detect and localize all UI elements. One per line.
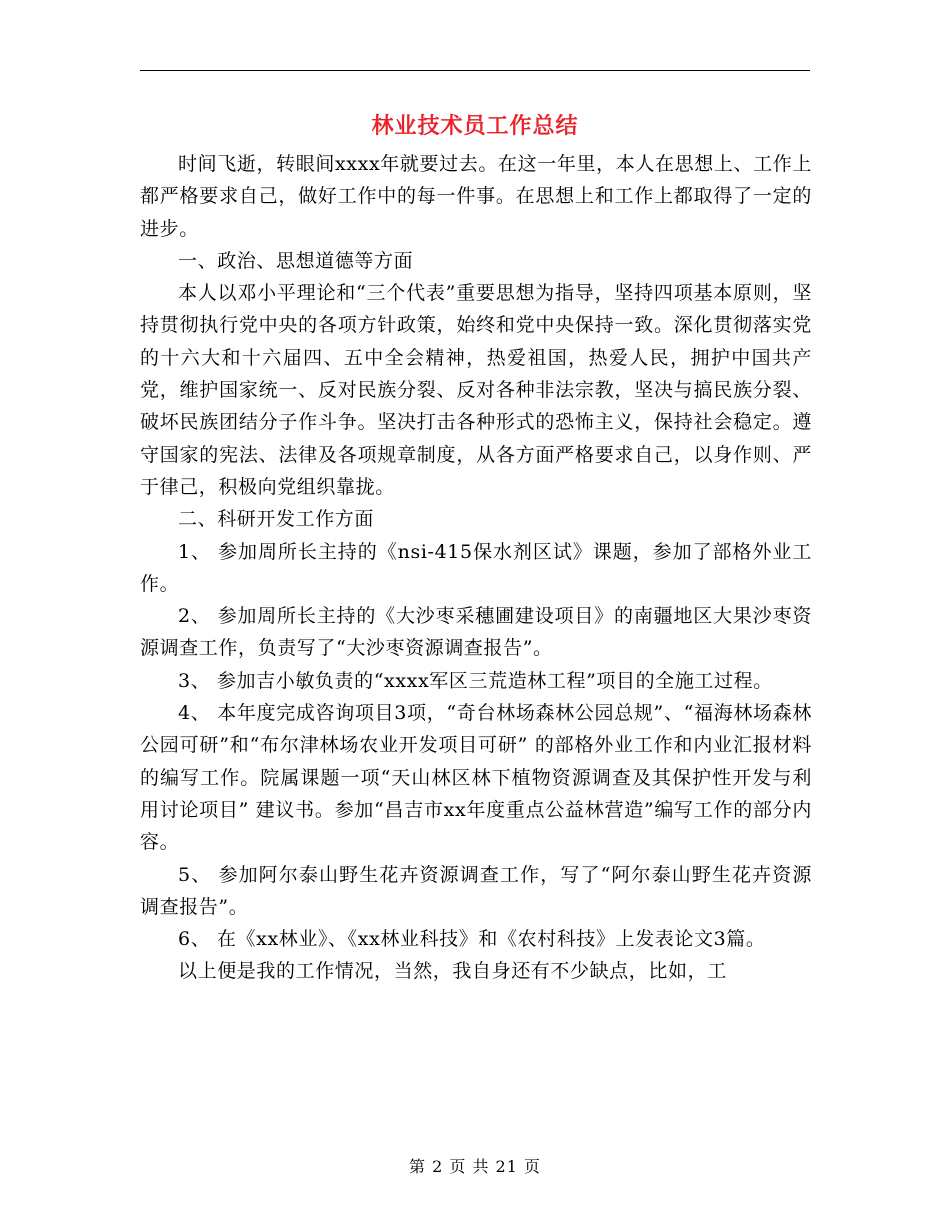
- page-number: 第 2 页 共 21 页: [409, 1157, 541, 1176]
- paragraph-intro: 时间飞逝，转眼间xxxx年就要过去。在这一年里，本人在思想上、工作上都严格要求自己，做好工作中的每一件事。在思想上和工作上都取得了一定的进步。: [140, 153, 812, 240]
- list-item-1: 1、 参加周所长主持的《nsi-415保水剂区试》课题，参加了部格外业工作。: [140, 540, 812, 595]
- section-heading-politics: 一、政治、思想道德等方面: [178, 249, 414, 272]
- document-body: [140, 148, 812, 988]
- list-item-4: 4、 本年度完成咨询项目3项，“奇台林场森林公园总规”、“福海林场森林公园可研”和“布尔津林场农业开发项目可研” 的部格外业工作和内业汇报材料的编写工作。院属课题一项“天山林区林下植物资源调查及其保护性开发与利用讨论项目” 建议书。参加“昌吉市xx年度重点公益林营造”编写工作的部分内容。: [140, 702, 812, 854]
- list-item-6: 6、 在《xx林业》、《xx林业科技》和《农村科技》上发表论文3篇。: [178, 928, 766, 951]
- section-heading-research: 二、科研开发工作方面: [178, 508, 375, 531]
- header-rule: [140, 70, 810, 71]
- paragraph-politics: 本人以邓小平理论和“三个代表”重要思想为指导，坚持四项基本原则，坚持贯彻执行党中央的各项方针政策，始终和党中央保持一致。深化贯彻落实党的十六大和十六届四、五中全会精神，热爱祖国，热爱人民，拥护中国共产党，维护国家统一、反对民族分裂、反对各种非法宗教，坚决与搞民族分裂、破坏民族团结分子作斗争。坚决打击各种形式的恐怖主义，保持社会稳定。遵守国家的宪法、法律及各项规章制度，从各方面严格要求自己，以身作则、严于律己，积极向党组织靠拢。: [140, 282, 812, 498]
- list-item-5: 5、 参加阿尔泰山野生花卉资源调查工作，写了“阿尔泰山野生花卉资源调查报告”。: [140, 863, 812, 918]
- list-item-2: 2、 参加周所长主持的《大沙枣采穗圃建设项目》的南疆地区大果沙枣资源调查工作，负责写了“大沙枣资源调查报告”。: [140, 605, 812, 660]
- paragraph-closing: 以上便是我的工作情况，当然，我自身还有不少缺点，比如，工: [178, 960, 727, 983]
- list-item-3: 3、 参加吉小敏负责的“xxxx军区三荒造林工程”项目的全施工过程。: [178, 669, 773, 692]
- document-title: 林业技术员工作总结: [371, 113, 579, 139]
